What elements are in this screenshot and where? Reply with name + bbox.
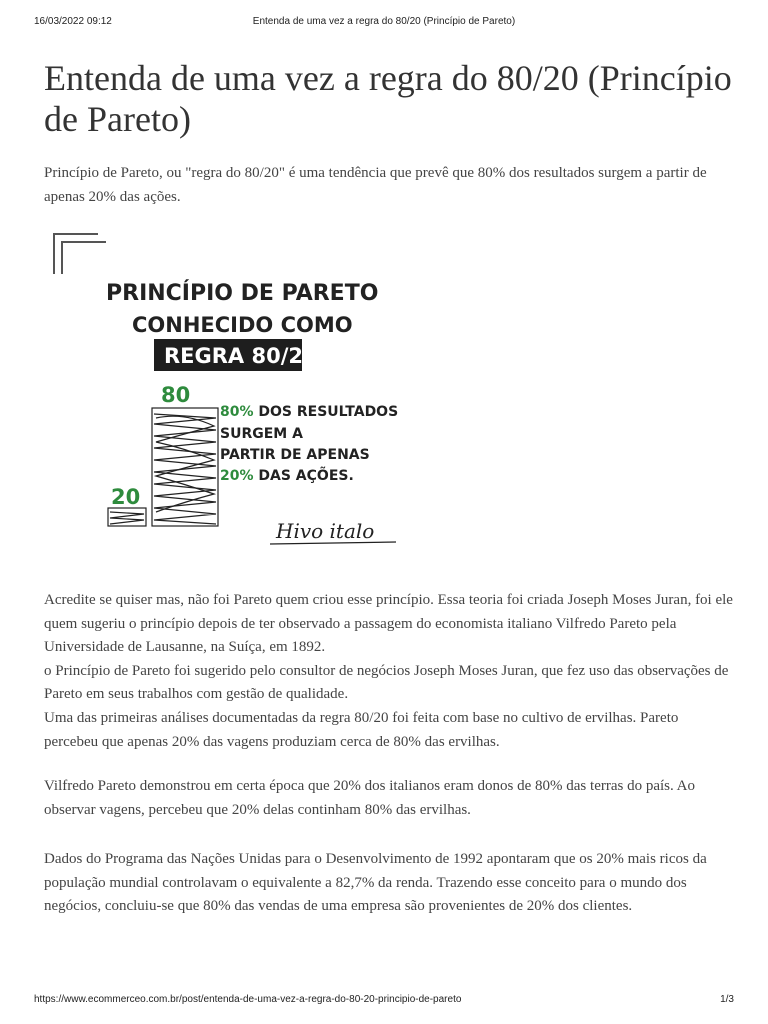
article-intro: Princípio de Pareto, ou "regra do 80/20" é uma tendência que prevê que 80% dos resultados surgem a partir de apenas 20% das ações. <box>44 165 707 205</box>
note-line1-rest: DOS RESULTADOS <box>253 404 399 420</box>
paragraph-line: Uma das primeiras análises documentadas da regra 80/20 foi feita com base no cultivo de ervilhas. Pareto percebeu que apenas 20% das vagens produziam cerca de 80% das ervilhas. <box>44 709 679 750</box>
tall-bar-scribble <box>152 408 218 526</box>
print-doc-title: Entenda de uma vez a regra do 80/20 (Princípio de Pareto) <box>252 16 516 27</box>
corner-bracket-icon <box>54 234 106 274</box>
source-url-link[interactable]: https://www.ecommerceo.com.br/post/entenda-de-uma-vez-a-regra-do-80-20-principio-de-pareto <box>34 994 462 1005</box>
note-line4 <box>220 466 354 484</box>
short-bar-label: 20 <box>111 485 141 509</box>
article-paragraph-1 <box>44 589 736 754</box>
note-line4-highlight: 20% <box>220 468 254 484</box>
print-datetime: 16/03/2022 09:12 <box>34 16 112 27</box>
note-line1-highlight: 80% <box>220 404 254 420</box>
figure-line1: PRINCÍPIO DE PARETO <box>106 281 379 306</box>
print-footer <box>34 994 734 1005</box>
article-title: Entenda de uma vez a regra do 80/20 (Princípio de Pareto) <box>44 58 732 139</box>
note-line2: SURGEM A <box>220 426 303 442</box>
pareto-illustration <box>44 228 424 568</box>
note-line4-rest: DAS AÇÕES. <box>253 468 354 484</box>
note-line3: PARTIR DE APENAS <box>220 447 370 463</box>
paragraph-line: Acredite se quiser mas, não foi Pareto quem criou esse princípio. Essa teoria foi criada Joseph Moses Juran, foi ele quem sugeriu o princípio depois de ter observado a passagem do economista italiano Vilfredo Pareto pela Universidade de Lausanne, na Suíça, em 1892. <box>44 592 733 656</box>
page-number: 1/3 <box>720 994 734 1005</box>
article-paragraph-2: Vilfredo Pareto demonstrou em certa época que 20% dos italianos eram donos de 80% das terras do país. Ao observar vagens, percebeu que 20% delas continham 80% das ervilhas. <box>44 778 695 818</box>
paragraph-line: o Princípio de Pareto foi sugerido pelo consultor de negócios Joseph Moses Juran, que fez uso das observações de Pareto em seus trabalhos com gestão de qualidade. <box>44 662 729 703</box>
author-signature: Hivo italo <box>276 519 375 543</box>
note-line1 <box>220 404 398 420</box>
figure-line2: CONHECIDO COMO <box>132 313 353 337</box>
tall-bar-label: 80 <box>161 383 191 407</box>
figure-badge: REGRA 80/20 <box>164 344 318 368</box>
short-bar-scribble <box>108 508 146 526</box>
print-header <box>34 16 734 27</box>
article-paragraph-3: Dados do Programa das Nações Unidas para o Desenvolvimento de 1992 apontaram que os 20% mais ricos da população mundial controlavam o equivalente a 82,7% da renda. Trazendo esse conceito para o mundo dos negócios, concluiu-se que 80% das vendas de uma empresa são provenientes de 20% dos clientes. <box>44 851 707 915</box>
